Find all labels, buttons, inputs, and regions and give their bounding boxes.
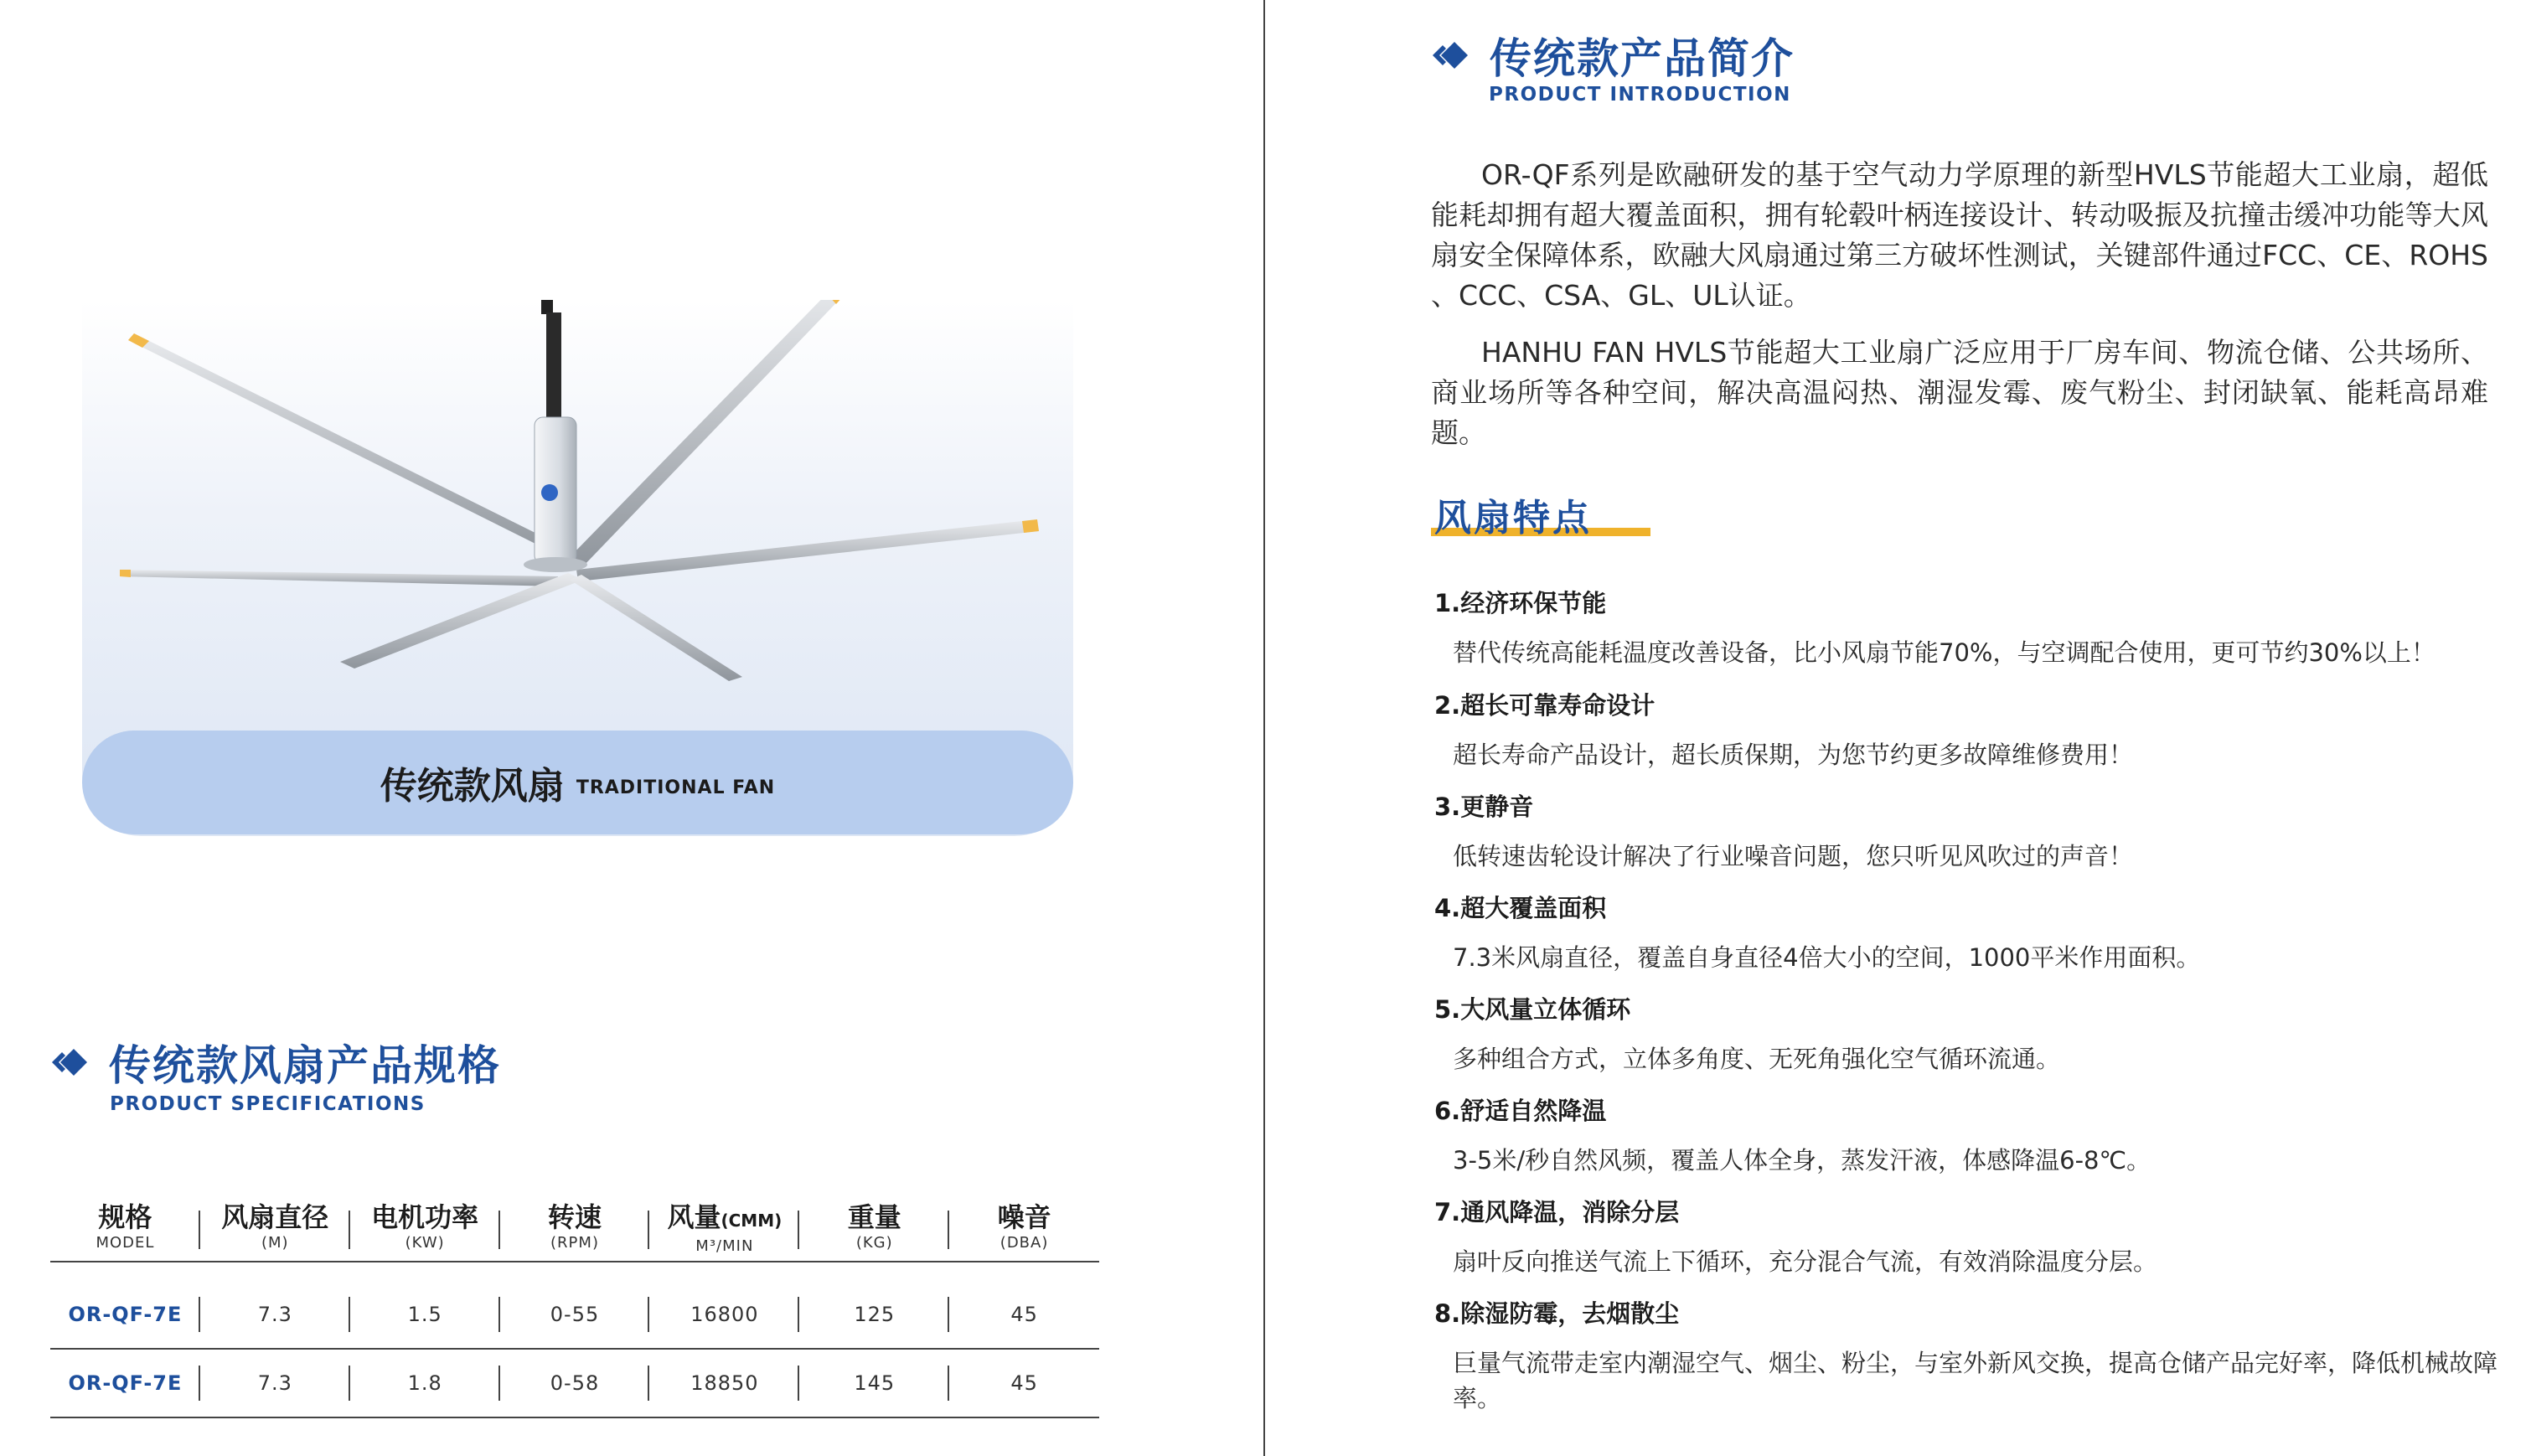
cell-noise: 45 [1010, 1371, 1038, 1395]
double-diamond-icon [1431, 39, 1478, 72]
feature-title: 5.大风量立体循环 [1434, 995, 1631, 1024]
header-weight: 重量 (KG) [799, 1202, 949, 1261]
cell-speed: 0-55 [500, 1303, 650, 1326]
cell-weight: 125 [799, 1303, 949, 1326]
feature-desc: 低转速齿轮设计解决了行业噪音问题，您只听见风吹过的声音！ [1453, 842, 2134, 870]
feature-title: 7.通风降温，消除分层 [1434, 1198, 1680, 1226]
intro-title-cn: 传统款产品简介 [1490, 34, 1795, 83]
feature-title: 3.更静音 [1434, 793, 1534, 821]
product-name-en: TRADITIONAL FAN [576, 777, 776, 798]
cell-model: OR-QF-7E [50, 1303, 200, 1326]
feature-desc: 多种组合方式，立体多角度、无死角强化空气循环流通。 [1453, 1045, 2061, 1073]
intro-paragraph: HANHU FAN HVLS节能超大工业扇广泛应用于厂房车间、物流仓储、公共场所、商业场所等各种空间，解决高温闷热、潮湿发霉、废气粉尘、封闭缺氧、能耗高昂难题。 [1431, 336, 2488, 449]
feature-title: 4.超大覆盖面积 [1434, 894, 1607, 922]
features-section-title [1434, 488, 1592, 541]
cell-speed: 0-58 [500, 1371, 650, 1395]
cell-power: 1.5 [350, 1303, 500, 1326]
header-noise: 噪音 (DBA) [997, 1201, 1051, 1252]
feature-desc: 替代传统高能耗温度改善设备，比小风扇节能70%，与空调配合使用，更可节约30%以上！ [1453, 638, 2435, 667]
header-power: 电机功率 (KW) [350, 1202, 500, 1261]
cell-airflow: 18850 [649, 1371, 799, 1395]
cell-diameter: 7.3 [200, 1303, 350, 1326]
table-header [50, 1202, 1099, 1262]
table-row [50, 1281, 1099, 1350]
cell-noise: 45 [1010, 1303, 1038, 1326]
feature-desc: 超长寿命产品设计，超长质保期，为您节约更多故障维修费用！ [1453, 741, 2134, 769]
header-model: 规格 MODEL [50, 1202, 200, 1261]
page-divider [1263, 0, 1265, 1456]
product-name-cn: 传统款风扇 [380, 765, 565, 808]
feature-desc: 巨量气流带走室内潮湿空气、烟尘、粉尘，与室外新风交换，提高仓储产品完好率，降低机械故障率。 [1453, 1349, 2498, 1412]
feature-desc: 3-5米/秒自然风频，覆盖人体全身，蒸发汗液，体感降温6-8℃。 [1453, 1146, 2151, 1175]
cell-power: 1.8 [350, 1371, 500, 1395]
intro-section-title [1431, 25, 1795, 85]
cell-model: OR-QF-7E [50, 1371, 200, 1395]
intro-title-en: PRODUCT INTRODUCTION [1489, 84, 1791, 106]
feature-title: 8.除湿防霉，去烟散尘 [1434, 1299, 1680, 1328]
table-row [50, 1350, 1099, 1418]
product-banner-label [82, 731, 1073, 834]
spec-section-title [50, 1032, 501, 1092]
header-airflow: 风量(CMM) M³/MIN [649, 1202, 799, 1261]
feature-desc: 扇叶反向推送气流上下循环，充分混合气流，有效消除温度分层。 [1453, 1247, 2158, 1276]
header-diameter: 风扇直径 (M) [200, 1202, 350, 1261]
cell-diameter: 7.3 [200, 1371, 350, 1395]
spec-table [50, 1202, 1099, 1418]
features-title: 风扇特点 [1434, 497, 1592, 540]
spec-title-en: PRODUCT SPECIFICATIONS [110, 1093, 426, 1115]
header-speed: 转速 (RPM) [500, 1202, 650, 1261]
feature-desc: 7.3米风扇直径，覆盖自身直径4倍大小的空间，1000平米作用面积。 [1453, 943, 2201, 972]
cell-airflow: 16800 [649, 1303, 799, 1326]
intro-paragraph: OR-QF系列是欧融研发的基于空气动力学原理的新型HVLS节能超大工业扇，超低能耗却拥有超大覆盖面积，拥有轮毂叶柄连接设计、转动吸振及抗撞击缓冲功能等大风扇安全保障体系，欧融大风扇通过第三方破坏性测试，关键部件通过FCC、CE、ROHS 、CCC、CSA、GL、UL认证。 [1431, 158, 2488, 312]
feature-title: 2.超长可靠寿命设计 [1434, 691, 1655, 720]
spec-title-cn: 传统款风扇产品规格 [109, 1041, 501, 1090]
cell-weight: 145 [799, 1371, 949, 1395]
double-diamond-icon [50, 1046, 97, 1079]
feature-title: 1.经济环保节能 [1434, 589, 1607, 617]
feature-title: 6.舒适自然降温 [1434, 1097, 1607, 1125]
